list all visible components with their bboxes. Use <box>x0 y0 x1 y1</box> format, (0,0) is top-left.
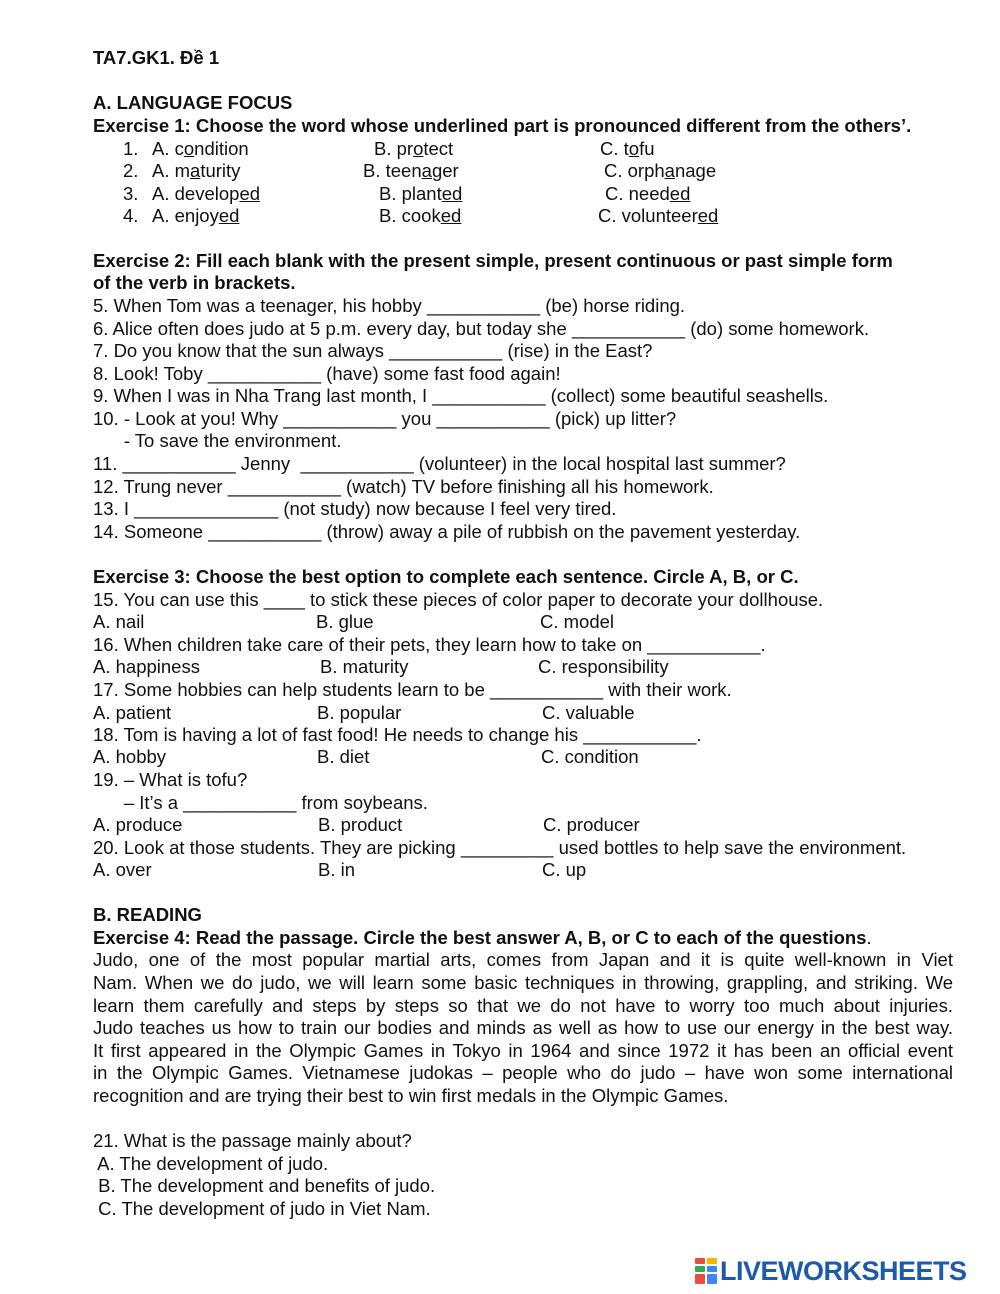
liveworksheets-logo <box>694 1256 994 1286</box>
q15-option-b[interactable]: B. glue <box>316 611 374 632</box>
logo-square <box>695 1258 705 1264</box>
ex1-item-number: 1. <box>123 138 139 159</box>
passage-line-7: recognition and are trying their best to win first medals in the Olympic Games. <box>93 1085 729 1106</box>
question-17: 17. Some hobbies can help students learn to be ___________ with their work. <box>93 679 732 700</box>
exercise-4-title-text: Exercise 4: Read the passage. Circle the best answer A, B, or C to each of the questions <box>93 927 867 948</box>
underlined-part: ed <box>218 205 240 226</box>
liveworksheets-brand-text: LIVEWORKSHEETS <box>720 1256 967 1286</box>
q18-option-a[interactable]: A. hobby <box>93 746 167 767</box>
option-text: C. need <box>605 183 670 204</box>
option-text: B. teen <box>363 160 422 181</box>
question-8: 8. Look! Toby ___________ (have) some fast food again! <box>93 363 561 384</box>
option-text: ger <box>431 160 459 181</box>
question-6: 6. Alice often does judo at 5 p.m. every day, but today she ___________ (do) some homework. <box>93 318 870 339</box>
option-text: C. t <box>600 138 629 159</box>
question-10-reply: - To save the environment. <box>93 430 342 451</box>
exercise-4-title-period: . <box>866 927 872 948</box>
question-13: 13. I ______________ (not study) now because I feel very tired. <box>93 498 617 519</box>
passage-line-5: It first appeared in the Olympic Games in Tokyo in 1964 and since 1972 it has been an official event <box>93 1040 953 1061</box>
passage-line-1: Judo, one of the most popular martial arts, comes from Japan and it is quite well-known in Viet <box>93 949 953 970</box>
option-text: A. c <box>152 138 184 159</box>
q20-option-b[interactable]: B. in <box>318 859 356 880</box>
question-19-reply: – It’s a ___________ from soybeans. <box>93 792 428 813</box>
option-text: ndition <box>194 138 249 159</box>
q21-option-c[interactable]: C. The development of judo in Viet Nam. <box>93 1198 431 1219</box>
ex1-q2-option-c[interactable] <box>604 160 716 182</box>
worksheet-code: TA7.GK1. Đề 1 <box>93 47 220 68</box>
question-10: 10. - Look at you! Why ___________ you ___________ (pick) up litter? <box>93 408 677 429</box>
logo-square <box>707 1266 717 1272</box>
q15-option-a[interactable]: A. nail <box>93 611 145 632</box>
underlined-part: ed <box>669 183 691 204</box>
option-text: nage <box>674 160 717 181</box>
q20-option-c[interactable]: C. up <box>542 859 587 880</box>
logo-square <box>707 1258 717 1264</box>
underlined-part: o <box>628 138 640 159</box>
question-18: 18. Tom is having a lot of fast food! He needs to change his ___________. <box>93 724 702 745</box>
logo-square <box>695 1274 705 1284</box>
question-15: 15. You can use this ____ to stick these pieces of color paper to decorate your dollhouse. <box>93 589 824 610</box>
q16-option-a[interactable]: A. happiness <box>93 656 200 677</box>
underlined-part: a <box>421 160 432 181</box>
underlined-part: ed <box>697 205 719 226</box>
question-5: 5. When Tom was a teenager, his hobby ___________ (be) horse riding. <box>93 295 686 316</box>
exercise-2-title-line1: Exercise 2: Fill each blank with the present simple, present continuous or past simple form <box>93 250 893 271</box>
question-9: 9. When I was in Nha Trang last month, I ___________ (collect) some beautiful seashells. <box>93 385 829 406</box>
passage-line-4: Judo teaches us how to train our bodies and minds as well as how to use our energy in the best way. <box>93 1017 953 1038</box>
ex1-q2-option-a[interactable] <box>152 160 240 182</box>
exercise-1-title: Exercise 1: Choose the word whose underlined part is pronounced different from the others’. <box>93 115 912 136</box>
ex1-q3-option-a[interactable] <box>152 183 260 205</box>
q17-option-c[interactable]: C. valuable <box>542 702 635 723</box>
q21-option-b[interactable]: B. The development and benefits of judo. <box>93 1175 436 1196</box>
q21-option-a[interactable]: A. The development of judo. <box>93 1153 329 1174</box>
q17-option-b[interactable]: B. popular <box>317 702 402 723</box>
ex1-q4-option-b[interactable] <box>379 205 461 227</box>
option-text: A. enjoy <box>152 205 219 226</box>
option-text: A. develop <box>152 183 240 204</box>
logo-square <box>707 1274 717 1284</box>
passage-line-2: Nam. When we do judo, we will learn some basic techniques in throwing, grappling, and striking. We <box>93 972 953 993</box>
option-text: tect <box>423 138 454 159</box>
underlined-part: o <box>413 138 424 159</box>
ex1-q4-option-c[interactable] <box>598 205 718 227</box>
question-11: 11. ___________ Jenny ___________ (volunteer) in the local hospital last summer? <box>93 453 786 474</box>
underlined-part: ed <box>440 205 462 226</box>
underlined-part: a <box>190 160 201 181</box>
passage-line-3: learn them carefully and steps by steps so that we do not have to worry too much about injuries. <box>93 995 953 1016</box>
option-text: B. plant <box>379 183 442 204</box>
ex1-q1-option-b[interactable] <box>374 138 453 160</box>
ex1-q2-option-b[interactable] <box>363 160 459 182</box>
q16-option-c[interactable]: C. responsibility <box>538 656 669 677</box>
ex1-q3-option-c[interactable] <box>605 183 690 205</box>
liveworksheets-emblem-icon <box>694 1257 718 1285</box>
ex1-item-number: 2. <box>123 160 139 181</box>
exercise-4-title <box>93 927 872 949</box>
question-20: 20. Look at those students. They are picking _________ used bottles to help save the environment. <box>93 837 907 858</box>
ex1-q1-option-c[interactable] <box>600 138 655 160</box>
q20-option-a[interactable]: A. over <box>93 859 152 880</box>
ex1-q3-option-b[interactable] <box>379 183 462 205</box>
passage-line-6: in the Olympic Games. Vietnamese judokas – people who do judo – have won some international <box>93 1062 953 1083</box>
q19-option-c[interactable]: C. producer <box>543 814 640 835</box>
option-text: turity <box>200 160 241 181</box>
ex1-q4-option-a[interactable] <box>152 205 239 227</box>
underlined-part: o <box>183 138 195 159</box>
question-7: 7. Do you know that the sun always ___________ (rise) in the East? <box>93 340 653 361</box>
exercise-2-title-line2: of the verb in brackets. <box>93 272 296 293</box>
ex1-q1-option-a[interactable] <box>152 138 249 160</box>
question-14: 14. Someone ___________ (throw) away a pile of rubbish on the pavement yesterday. <box>93 521 801 542</box>
option-text: C. orph <box>604 160 665 181</box>
section-b-title: B. READING <box>93 904 202 925</box>
option-text: A. m <box>152 160 191 181</box>
ex1-item-number: 4. <box>123 205 139 226</box>
q18-option-c[interactable]: C. condition <box>541 746 639 767</box>
logo-square <box>695 1266 705 1272</box>
q19-option-b[interactable]: B. product <box>318 814 403 835</box>
q17-option-a[interactable]: A. patient <box>93 702 172 723</box>
option-text: B. cook <box>379 205 441 226</box>
option-text: B. pr <box>374 138 414 159</box>
option-text: fu <box>639 138 655 159</box>
q16-option-b[interactable]: B. maturity <box>320 656 409 677</box>
q15-option-c[interactable]: C. model <box>540 611 615 632</box>
underlined-part: ed <box>441 183 463 204</box>
ex1-item-number: 3. <box>123 183 139 204</box>
section-a-title: A. LANGUAGE FOCUS <box>93 92 293 113</box>
underlined-part: ed <box>239 183 261 204</box>
question-19: 19. – What is tofu? <box>93 769 248 790</box>
q18-option-b[interactable]: B. diet <box>317 746 370 767</box>
option-text: C. volunteer <box>598 205 698 226</box>
underlined-part: a <box>664 160 675 181</box>
question-16: 16. When children take care of their pets, they learn how to take on ___________. <box>93 634 766 655</box>
question-21: 21. What is the passage mainly about? <box>93 1130 412 1151</box>
exercise-3-title: Exercise 3: Choose the best option to complete each sentence. Circle A, B, or C. <box>93 566 799 587</box>
q19-option-a[interactable]: A. produce <box>93 814 183 835</box>
question-12: 12. Trung never ___________ (watch) TV before finishing all his homework. <box>93 476 714 497</box>
